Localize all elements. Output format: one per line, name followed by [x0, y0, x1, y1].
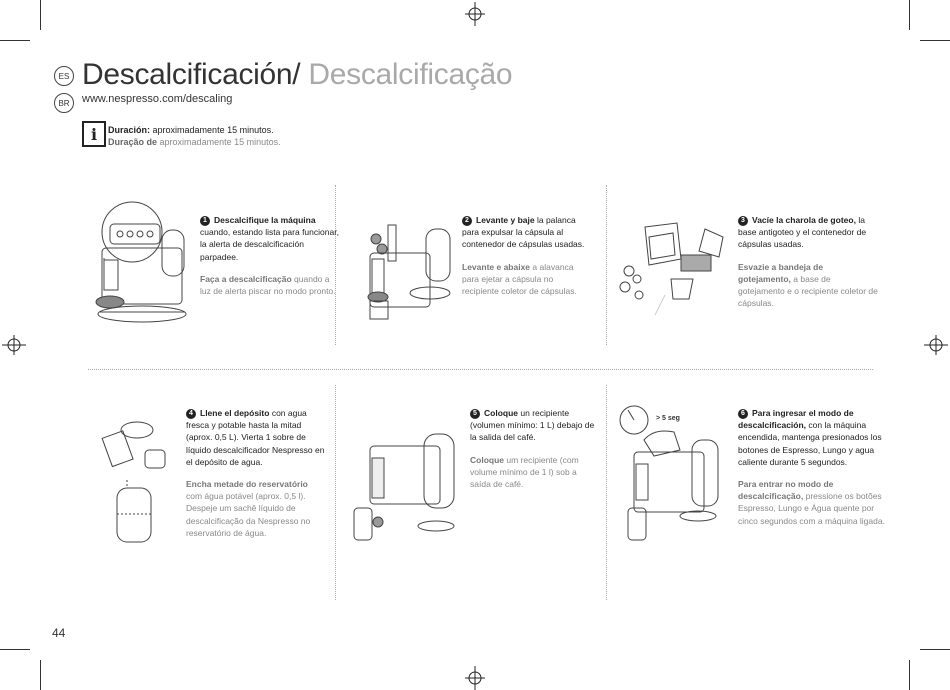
drip-tray-illustration [615, 215, 730, 330]
duration-es [108, 125, 274, 135]
page-number: 44 [52, 626, 66, 640]
lever-illustration [360, 215, 460, 325]
crop-mark [0, 40, 30, 41]
info-icon: i [82, 121, 106, 147]
column-divider [606, 385, 607, 600]
step-number: 1 [200, 216, 210, 226]
crop-mark [40, 660, 41, 690]
registration-mark-icon [2, 335, 26, 355]
step-2 [462, 214, 587, 297]
water-tank-illustration [97, 410, 177, 550]
step-3 [738, 214, 878, 309]
registration-mark-icon [465, 2, 485, 26]
step-1-es [200, 214, 340, 263]
step-number: 5 [470, 409, 480, 419]
column-divider [335, 385, 336, 600]
step-6-es-text: con la máquina encendida, mantenga presionados los botones de Espresso, Lungo y agua caliente durante 5 segundos. [738, 420, 882, 467]
step-1-br-text: quando a luz de alerta piscar no modo pronto. [200, 273, 336, 297]
step-3-es-text: la base antigoteo y el contenedor de cápsulas usadas. [738, 215, 867, 250]
duration-es-value: aproximadamente 15 minutos. [152, 125, 274, 135]
container-illustration [350, 430, 460, 545]
step-1-es-text: cuando, estando lista para funcionar, la alerta de descalcificación parpadee. [200, 227, 339, 262]
step-1-br [200, 273, 340, 297]
step-2-br-bold: Levante e abaixe [462, 261, 531, 272]
step-5-br-text: um recipiente (com volume mínimo de 1 l) sob a saída de café. [470, 454, 579, 490]
descaling-url: www.nespresso.com/descaling [82, 93, 233, 105]
column-divider [606, 185, 607, 345]
step-2-es-text: la palanca para expulsar la cápsula al contenedor de cápsulas usadas. [462, 215, 585, 250]
step-6-br-bold: Para entrar no modo de descalcificação, [738, 479, 834, 502]
crop-mark [920, 40, 950, 41]
crop-mark [920, 649, 950, 650]
step-6 [738, 407, 888, 527]
duration-es-label: Duración: [108, 125, 151, 135]
page-title [82, 58, 512, 92]
step-number: 6 [738, 409, 748, 419]
step-3-es [738, 214, 878, 251]
step-number: 4 [186, 409, 196, 419]
step-6-es-bold: Para ingresar el modo de descalcificación, [738, 408, 854, 431]
step-6-br-text: pressione os botões Espresso, Lungo e Água quente por cinco segundos com a máquina ligada. [738, 491, 885, 526]
step-4 [186, 407, 326, 539]
step-1 [200, 214, 340, 297]
step-5-es-bold: Coloque [484, 408, 518, 418]
crop-mark [909, 660, 910, 690]
step-2-br-text: a alavanca para ejetar a cápsula no recipiente coletor de cápsulas. [462, 261, 577, 297]
registration-mark-icon [465, 666, 485, 690]
step-number: 2 [462, 216, 472, 226]
step-4-es [186, 407, 326, 468]
step-5-es-text: un recipiente (volumen mínimo: 1 L) debajo de la salida del café. [470, 408, 595, 443]
language-badge-es: ES [54, 66, 74, 86]
step-3-br [738, 261, 878, 310]
registration-mark-icon [924, 335, 948, 355]
title-es: Descalcificación/ [82, 58, 301, 91]
step-6-es [738, 407, 888, 468]
row-divider [88, 369, 873, 370]
title-br: Descalcificação [308, 58, 513, 91]
timer-label: > 5 seg [656, 415, 680, 422]
step-3-es-bold: Vacíe la charola de goteo, [752, 215, 856, 225]
machine-alert-illustration [90, 200, 200, 325]
step-5 [470, 407, 595, 490]
step-5-es [470, 407, 595, 444]
crop-mark [40, 0, 41, 30]
step-number: 3 [738, 216, 748, 226]
step-5-br [470, 454, 595, 491]
step-2-br [462, 261, 587, 298]
duration-br-label: Duração de [108, 137, 158, 147]
language-badge-br: BR [54, 93, 74, 113]
step-4-br [186, 478, 326, 539]
step-5-br-bold: Coloque [470, 454, 504, 465]
crop-mark [909, 0, 910, 30]
step-1-br-bold: Faça a descalcificação [200, 273, 292, 284]
step-6-br [738, 478, 888, 527]
step-4-es-text: con agua fresca y potable hasta la mitad (aprox. 0,5 L). Vierta 1 sobre de líquido descalcificador Nespresso en el depósito de agua. [186, 408, 325, 467]
step-2-es [462, 214, 587, 251]
step-1-es-bold: Descalcifique la máquina [214, 215, 316, 225]
crop-mark [0, 649, 30, 650]
step-4-br-bold: Encha metade do reservatório [186, 479, 308, 490]
step-4-br-text: com água potável (aprox. 0,5 l). Despeje um sachê líquido de descalcificação da Nespresso no reservatório de água. [186, 491, 311, 538]
duration-br-value: aproximadamente 15 minutos. [159, 137, 281, 147]
step-3-br-bold: Esvazie a bandeja de gotejamento, [738, 261, 824, 284]
step-3-br-text: a base de gotejamento e o recipiente coletor de cápsulas. [738, 273, 878, 309]
step-4-es-bold: Llene el depósito [200, 408, 270, 418]
duration-br [108, 137, 281, 147]
step-2-es-bold: Levante y baje [476, 215, 535, 225]
